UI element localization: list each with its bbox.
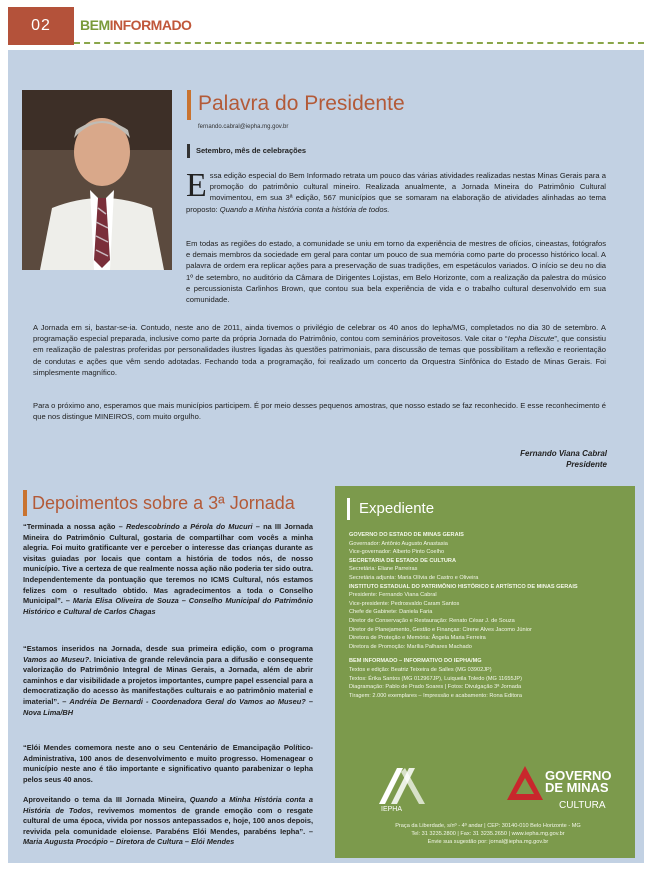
- credit-line: Diretor de Conservação e Restauração: Renato César J. de Souza: [349, 617, 515, 624]
- expediente-credits: [349, 531, 627, 700]
- iepha-logo: [375, 764, 445, 812]
- president-email: fernando.cabral@iepha.mg.gov.br: [198, 124, 289, 130]
- signature-name: Fernando Viana Cabral: [520, 449, 607, 458]
- credit-line: Secretária adjunta: Maria Olívia de Castro e Oliveira: [349, 574, 479, 581]
- brand-logo: [80, 17, 191, 33]
- credit-line: GOVERNO DO ESTADO DE MINAS GERAIS: [349, 532, 464, 538]
- testimonial-2: “Estamos inseridos na Jornada, desde sua primeira edição, com o programa Vamos ao Museu?. Iniciativa de grande relevância para a difusão e consequente valorização do Patrimônio Integral de Minas Gerais, a Jornada, além de abrir caminhos e dar visibilidade a projetos importantes, cumpre papel essencial para a democratização do acesso às manifestações culturais e ao patrimônio material e imaterial”. – Andréia De Bernardi - Coordenadora Geral do Vamos ao Museu? – Nova Lima/BH: [23, 644, 313, 717]
- article-paragraph-3: A Jornada em si, bastar-se-ia. Contudo, neste ano de 2011, ainda tivemos o privilégio de celebrar os 40 anos do Iepha/MG, completados no dia 30 de setembro. A programação especial preparada, inclusive como parte da própria Jornada do Patrimônio, contou com seminários proveitosos. Vale citar o “Iepha Discute”, que consistiu em realização de palestras proferidas por personalidades ilustres ligadas às questões patrimoniais, para discussão de temas que possibilitam a reflexão e reorientação de condutas e ações que vêm sendo adotadas. Fechando toda a programação, foi realizado um concerto da Orquestra Sinfônica do Estado de Minas Gerais. Foi simplesmente magnífico.: [33, 323, 606, 377]
- cultura-text: CULTURA: [559, 800, 606, 811]
- credit-line: Diretora de Promoção: Marília Palhares Machado: [349, 643, 472, 650]
- article-paragraph-4: Para o próximo ano, esperamos que mais municípios participem. É por meio desses pequenos amostras, que nosso estado se faz reconhecido. E esse reconhecimento é que nos distingue MINEIROS, com muito orgulho.: [33, 401, 606, 422]
- dropcap: E: [186, 167, 207, 204]
- expediente-footer: [349, 822, 627, 846]
- article-paragraph-2: Em todas as regiões do estado, a comunidade se uniu em torno da experiência de mestres de ofícios, cineastas, fotógrafos e demais membros da sociedade em geral para contar um pouco de sua memória como parte do processo histórico local. A palavra de ordem era replicar ações para a preservação de suas tradições, em espetáculos variados. O início se deu no dia 1º de setembro, no auditório da Câmara de Dirigentes Lojistas, em Belo Horizonte, com a realização da palestra do músico e percussionista Carlinhos Brown, que contou sua bela experiência de vida e o trabalho cultural desenvolvido em sua comunidade.: [186, 239, 606, 305]
- governo-minas-logo: [505, 764, 625, 816]
- subhead-accent-bar: [187, 144, 190, 158]
- credit-line: Secretária: Eliane Parreiras: [349, 566, 418, 573]
- expediente-title: Expediente: [359, 500, 435, 517]
- governo-text: GOVERNO DE MINAS: [545, 768, 612, 795]
- credit-line: BEM INFORMADO – INFORMATIVO DO IEPHA/MG: [349, 658, 482, 665]
- expediente-box: [335, 486, 635, 858]
- credit-line: Governador: Antônio Augusto Anastasia: [349, 540, 448, 547]
- brand-part2: INFORMADO: [109, 17, 192, 33]
- page-number: 02: [8, 7, 74, 45]
- page-title: Palavra do Presidente: [198, 92, 405, 115]
- credit-line: SECRETARIA DE ESTADO DE CULTURA: [349, 557, 457, 564]
- address-line: Praça da Liberdade, s/nº - 4º andar | CEP: 30140-010 Belo Horizonte - MG: [395, 823, 581, 829]
- signature: [520, 448, 607, 470]
- header-divider: [74, 42, 644, 44]
- president-photo: [22, 90, 172, 270]
- article-subhead: Setembro, mês de celebrações: [196, 146, 307, 155]
- credit-line: Diretora de Proteção e Memória: Ângela Maria Ferreira: [349, 635, 486, 642]
- testimonial-4: Aproveitando o tema da III Jornada Mineira, Quando a Minha História conta a História de Todos, revivemos momentos de grande emoção com o resgate cultural de uma época, vivida por nossos antepassados e, hoje, 100 anos depois, revivida pela comunidade eloiense. Parabéns Elói Mendes, parabéns Iepha”. – Maria Augusta Procópio – Diretora de Cultura – Elói Mendes: [23, 795, 313, 847]
- credit-line: Textos e edição: Beatriz Teixeira de Salles (MG 03902JP): [349, 666, 492, 673]
- credit-line: INSTITUTO ESTADUAL DO PATRIMÔNIO HISTÓRICO E ARTÍSTICO DE MINAS GERAIS: [349, 583, 578, 590]
- signature-role: Presidente: [566, 460, 607, 469]
- depoimentos-title: Depoimentos sobre a 3ª Jornada: [32, 493, 295, 513]
- contact-line: Tel: 31 3235.2800 | Fax: 31 3235.2650 | www.iepha.mg.gov.br: [411, 831, 565, 837]
- brand-part1: BEM: [80, 17, 110, 33]
- credit-line: Tiragem: 2.000 exemplares – Impressão e acabamento: Rona Editora: [349, 692, 522, 699]
- credit-line: Vice-governador: Alberto Pinto Coelho: [349, 549, 445, 556]
- depoimentos-accent-bar: [23, 490, 27, 516]
- iepha-logo-text: IEPHA: [381, 806, 403, 812]
- title-accent-bar: [187, 90, 191, 120]
- credit-line: Textos: Érika Santos (MG 012967JP), Luiqueila Toledo (MG 11655JP): [349, 675, 522, 682]
- testimonial-1: “Terminada a nossa ação – Redescobrindo a Pérola do Mucuri – na III Jornada Mineira do Patrimônio Cultural, gostaria de compartilhar com vocês a minha alegria. Foi muito gratificante ver e perceber o interesse das crianças durante as visitas guiadas por locais que contam a história de todos nós, de nosso município. Tive a certeza de que realmente nossa ação não poderia ter sido outra. Independentemente da pontuação que teremos no ICMS Cultural, nós estamos felizes com o resultado obtido. Mas agradecimentos a toda o Conselho Municipal”. – Maria Elisa Oliveira de Souza – Conselho Municipal do Patrimônio Histórico e Cultural de Carlos Chagas: [23, 522, 314, 616]
- content-panel: [8, 50, 644, 863]
- article-paragraph-1: Essa edição especial do Bem Informado retrata um pouco das várias atividades realizadas nestas Minas Gerais para a promoção do patrimônio cultural mineiro. Realizada anualmente, a Jornada Mineira do Patrimônio Cultural movimentou, em sua 3ª edição, 567 municípios que se somaram na elaboração de atividades alinhadas ao tema proposto: Quando a Minha história conta a história de todos.: [186, 167, 606, 214]
- credit-line: Presidente: Fernando Viana Cabral: [349, 592, 437, 599]
- expediente-accent-bar: [347, 498, 350, 520]
- credit-line: Vice-presidente: Pedrosvaldo Caram Santos: [349, 600, 460, 607]
- credit-line: Chefe de Gabinete: Daniela Faria: [349, 609, 433, 616]
- credit-line: Diagramação: Pablo de Prado Soares | Fotos: Divulgação 3ª Jornada: [349, 684, 522, 691]
- credit-line: Diretor de Planejamento, Gestão e Finanças: Cirene Alves Jacomo Júnior: [349, 626, 532, 633]
- email-line: Envie sua sugestão por: jornal@iepha.mg.gov.br: [427, 839, 549, 845]
- testimonial-3: “Elói Mendes comemora neste ano o seu Centenário de Emancipação Político-Administrativa, 100 anos de desenvolvimento e muito progresso. Homenagear o município neste ano é tão importante e significativo quanto parabenizar o Iepha pelos seus 40 anos.: [23, 743, 313, 784]
